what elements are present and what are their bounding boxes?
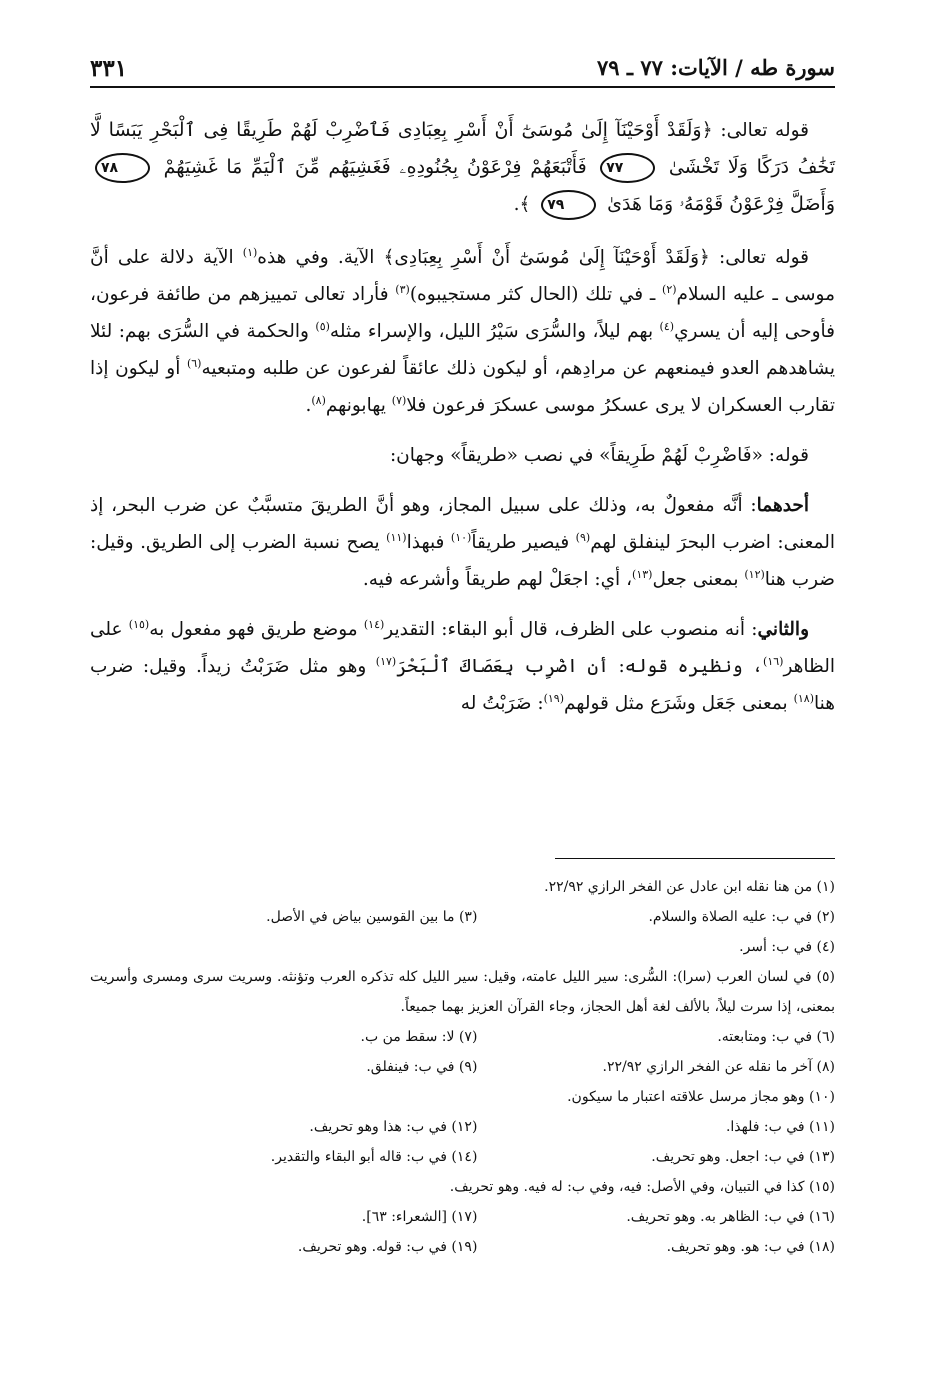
text-run: : أنه منصوب على الظرف، قال أبو البقاء: التقدير: [384, 619, 758, 640]
footnote: (١٦) في ب: الظاهر به. وهو تحريف.: [626, 1209, 835, 1225]
footnote-ref[interactable]: (٥): [315, 319, 330, 333]
footnote: (٣) ما بين القوسين بياض في الأصل.: [266, 909, 478, 925]
quran-verse-part: فَأَتْبَعَهُمْ فِرْعَوْنُ بِجُنُودِهِۦ فَغَشِيَهُم مِّنَ ٱلْيَمِّ مَا غَشِيَهُمْ: [163, 156, 587, 178]
verse-close: ﴾.: [513, 194, 531, 215]
ayah-number-marker: ٧٧: [600, 153, 655, 183]
footnote: (١٩) في ب: قوله. وهو تحريف.: [297, 1239, 478, 1255]
footnote-ref[interactable]: (١٦): [763, 654, 784, 668]
text-run: وهو مثل ضَرَبْتُ زيداً. وقيل: ضرب هنا: [90, 656, 835, 714]
footnote: (١٠) وهو مجاز مرسل علاقته اعتبار ما سيكون.: [567, 1089, 835, 1105]
footnotes: [90, 872, 835, 1262]
footnote-separator: [555, 858, 835, 859]
footnote: (١٨) في ب: هو. وهو تحريف.: [666, 1239, 835, 1255]
footnote-row: [90, 902, 835, 932]
text-run: ـ في تلك (الحال كثر مستجيبوه): [409, 284, 663, 305]
text-run: يهابونهم: [325, 395, 392, 416]
section-label: والثاني: [757, 619, 809, 640]
text-run: ، ونظيره قوله: أن اضْرِب بِعَصَاكَ ٱلْبَحْرَ: [396, 656, 764, 677]
footnote: (١٢) في ب: هذا وهو تحريف.: [309, 1119, 478, 1135]
footnote: (٦) في ب: ومتابعته.: [717, 1029, 835, 1045]
text-run: على الظاهر: [90, 619, 835, 677]
footnote-ref[interactable]: (١٣): [632, 567, 653, 581]
running-head: سورة طه / الآيات: ٧٧ ـ ٧٩: [597, 55, 835, 80]
footnote-ref[interactable]: (١): [242, 245, 258, 259]
footnote-row: [90, 1232, 835, 1262]
footnote-ref[interactable]: (١٤): [363, 617, 385, 631]
footnote: (١) من هنا نقله ابن عادل عن الفخر الرازي ٢٢/٩٢.: [544, 879, 835, 895]
text-run: فيصير طريقاً: [471, 532, 576, 553]
page-header: [90, 46, 835, 88]
ayah-number-marker: ٧٩: [541, 190, 596, 220]
footnote-ref[interactable]: (١٢): [744, 567, 765, 581]
footnote-ref[interactable]: (١٨): [793, 691, 815, 705]
footnote-ref[interactable]: (١١): [386, 530, 407, 544]
footnote: (١٤) في ب: قاله أبو البقاء والتقدير.: [270, 1149, 478, 1165]
main-text: [90, 112, 835, 735]
text-run: فأراد تعالى تمييزهم من طائفة فرعون، فأوحى إليه أن يسري: [90, 284, 835, 342]
footnote: (٨) آخر ما نقله عن الفخر الرازي ٢٢/٩٢.: [602, 1059, 835, 1075]
footnote-row: [90, 1112, 835, 1142]
commentary-paragraph: [90, 487, 835, 598]
text-run: بهم ليلاً، والسُّرَى سَيْرُ الليل، والإسراء مثله: [329, 321, 660, 342]
text-run: بمعنى جعل: [652, 569, 745, 590]
footnote-ref[interactable]: (٣): [395, 282, 410, 296]
quran-verse-part: وَأَضَلَّ فِرْعَوْنُ قَوْمَهُۥ وَمَا هَدَىٰ: [607, 193, 835, 215]
ayah-number-marker: ٧٨: [95, 153, 150, 183]
footnote-row: [90, 1202, 835, 1232]
footnote-ref[interactable]: (٩): [575, 530, 591, 544]
text-run: أو ليكون إذا تقارب العسكران لا يرى عسكرُ موسى عسكرَ فرعون فلا: [90, 358, 835, 416]
commentary-paragraph: [90, 239, 835, 424]
text-run: فبهذا: [406, 532, 451, 553]
footnote-ref[interactable]: (٦): [186, 356, 202, 370]
text-run: موضع طريق فهو مفعول به: [149, 619, 364, 640]
footnote-ref[interactable]: (١٧): [375, 654, 397, 668]
footnote-ref[interactable]: (١٠): [450, 530, 472, 544]
footnote-ref[interactable]: (٤): [659, 319, 675, 333]
footnote: (١٥) كذا في التبيان، وفي الأصل: فيه، وفي ب: له فيه. وهو تحريف.: [449, 1179, 835, 1195]
footnote: (١١) في ب: فلهذا.: [725, 1119, 835, 1135]
text-run: قوله: «فَاضْرِبْ لَهُمْ طَرِيقاً» في نصب «طريقاً» وجهان:: [389, 445, 809, 466]
footnote-row: [90, 1142, 835, 1172]
text-run: .: [305, 395, 312, 416]
commentary-paragraph: [90, 437, 835, 474]
text-run: قوله تعالى: ﴿وَلَقَدْ أَوْحَيْنَآ إِلَىٰ مُوسَىٰٓ أَنْ أَسْرِ بِعِبَادِى﴾ الآية. وفي هذه: [257, 247, 809, 268]
footnote: (٧) لا: سقط من ب.: [360, 1029, 478, 1045]
section-label: أحدهما: [756, 495, 809, 516]
footnote: (٢) في ب: عليه الصلاة والسلام.: [648, 909, 835, 925]
text-run: بمعنى جَعَل وشَرَع مثل قولهم: [563, 693, 794, 714]
quran-verse-part: ﴿وَلَقَدْ أَوْحَيْنَآ إِلَىٰ مُوسَىٰٓ أَنْ أَسْرِ بِعِبَادِى فَٱضْرِبْ لَهُمْ طَرِيقًا فِى ٱلْبَحْرِ يَبَسًا لَّا تَخَٰفُ دَرَكًا وَلَا تَخْشَىٰ: [90, 119, 835, 178]
text-run: ، أي: اجعَلْ لهم طريقاً وأشرعه فيه.: [362, 569, 633, 590]
footnote: (٩) في ب: فينفلق.: [366, 1059, 478, 1075]
verse-lead: قوله تعالى:: [712, 120, 810, 141]
footnote: (١٧) [الشعراء: ٦٣].: [361, 1209, 478, 1225]
page-number: ٣٣١: [90, 55, 128, 82]
commentary-paragraph: [90, 611, 835, 722]
text-run: والحكمة في السُّرَى بهم: لئلا يشاهدهم العدو فيمنعهم عن مرادِهم، أو ليكون ذلك عائقاً لفرعون عن طلبه ومتبعيه: [90, 321, 836, 379]
footnote: (٤) في ب: أسر.: [739, 939, 835, 955]
footnote: (١٣) في ب: اجعل. وهو تحريف.: [651, 1149, 835, 1165]
footnote-row: [90, 1052, 835, 1082]
footnote-row: [90, 1022, 835, 1052]
footnote-ref[interactable]: (٢): [662, 282, 677, 296]
footnote-ref[interactable]: (٧): [391, 393, 407, 407]
footnote-ref[interactable]: (١٩): [543, 691, 564, 705]
text-run: يصح نسبة الضرب إلى الطريق. وقيل: ضرب هنا: [90, 532, 835, 590]
footnote-ref[interactable]: (٨): [311, 393, 326, 407]
text-run: الآية دلالة على أنَّ موسى ـ عليه السلام: [90, 247, 836, 305]
footnote-ref[interactable]: (١٥): [128, 617, 150, 631]
text-run: : أنَّه مفعولٌ به، وذلك على سبيل المجاز، وهو أنَّ الطريقَ متسبَّبٌ عن ضرب البحر، إذ المعنى: اضرب البحرَ لينفلق لهم: [90, 495, 835, 553]
text-run: : ضَرَبْتُ له: [460, 693, 544, 714]
verse-paragraph: [90, 112, 835, 223]
footnote: (٥) في لسان العرب (سرا): السُّرى: سير الليل عامته، وقيل: سير الليل كله تذكره العرب وتؤنثه. وسريت سرى ومسرى وأسريت بمعنى، إذا سرت ليلاً، بالألف لغة أهل الحجاز، وجاء القرآن العزيز بهما جميعاً.: [90, 969, 835, 1015]
